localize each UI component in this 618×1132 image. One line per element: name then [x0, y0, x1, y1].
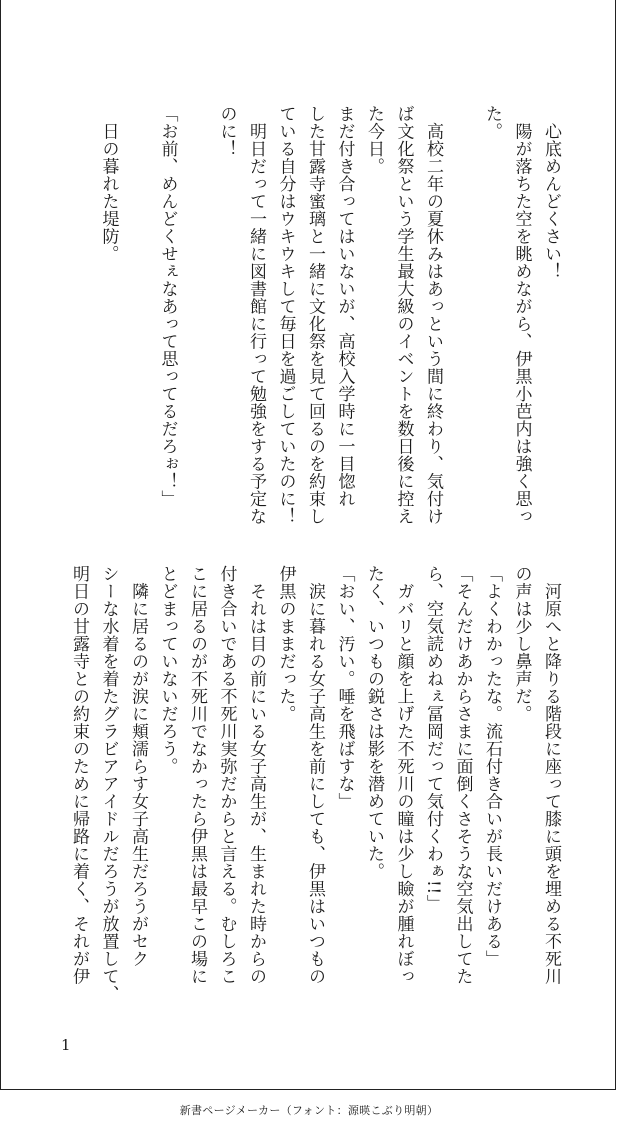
- text-line: 隣に居るのが涙に頬濡らす女子高生だろうがセク: [128, 565, 148, 968]
- text-line: 「おい、汚い。唾を飛ばすな」: [334, 565, 355, 810]
- text-block-bottom: [64, 565, 566, 1025]
- text-line: まだ付き合ってはいないが、高校入学時に一目惚れ: [334, 105, 355, 508]
- text-line: した甘露寺蜜璃と一緒に文化祭を見て回るのを約束し: [305, 105, 325, 525]
- text-line: 陽が落ちた空を眺めながら、伊黒小芭内は強く思っ: [511, 105, 532, 525]
- text-line: 心底めんどくさい！: [541, 105, 561, 280]
- text-line: の声は少し鼻声だ。: [511, 565, 532, 723]
- text-block-top: [93, 105, 565, 525]
- text-line: 明日の甘露寺との約束のために帰路に着く、それが伊: [69, 565, 89, 985]
- footer-caption: 新書ページメーカー（フォント：源暎こぶり明朝）: [179, 1104, 439, 1117]
- text-line: 涙に暮れる女子高生を前にしても、伊黒はいつもの: [305, 565, 325, 985]
- text-line: のに！: [216, 105, 237, 158]
- text-line: 明日だって一緒に図書館に行って勉強をする予定な: [246, 105, 266, 525]
- text-line: 日の暮れた堤防。: [98, 105, 119, 263]
- text-line: ガバリと顔を上げた不死川の瞳は少し瞼が腫れぼっ: [393, 565, 414, 985]
- text-line: それは目の前にいる女子高生が、生まれた時からの: [246, 565, 266, 985]
- text-line: とどまっていないだろう。: [157, 565, 178, 775]
- text-line: ら、空気読めねぇ冨岡だって気付くわぁ!!」: [423, 565, 443, 913]
- text-line: た今日。: [364, 105, 384, 175]
- text-line: た。: [482, 105, 502, 140]
- text-line: ている自分はウキウキして毎日を過ごしていたのに！: [275, 105, 296, 525]
- text-line: 「お前、めんどくせぇなあって思ってるだろぉ！」: [157, 105, 178, 508]
- text-line: ば文化祭という学生最大級のイベントを数日後に控え: [393, 105, 414, 525]
- text-line: こに居るのが不死川でなかったら伊黒は最早この場に: [187, 565, 207, 985]
- text-line: シーな水着を着たグラビアアイドルだろうが放置して、: [98, 565, 119, 1003]
- text-line: 「そんだけあからさまに面倒くさそうな空気出してた: [452, 565, 473, 985]
- text-line: たく、いつもの鋭さは影を潜めていた。: [364, 565, 384, 880]
- page-number: 1: [61, 1036, 71, 1054]
- text-line: 「よくわかったな。流石付き合いが長いだけある」: [482, 565, 502, 968]
- text-line: 河原へと降りる階段に座って膝に頭を埋める不死川: [541, 565, 561, 985]
- text-line: 付き合いである不死川実弥だからと言える。むしろこ: [216, 565, 237, 985]
- text-line: 高校二年の夏休みはあっという間に終わり、気付け: [423, 105, 443, 525]
- text-line: 伊黒のままだった。: [275, 565, 296, 723]
